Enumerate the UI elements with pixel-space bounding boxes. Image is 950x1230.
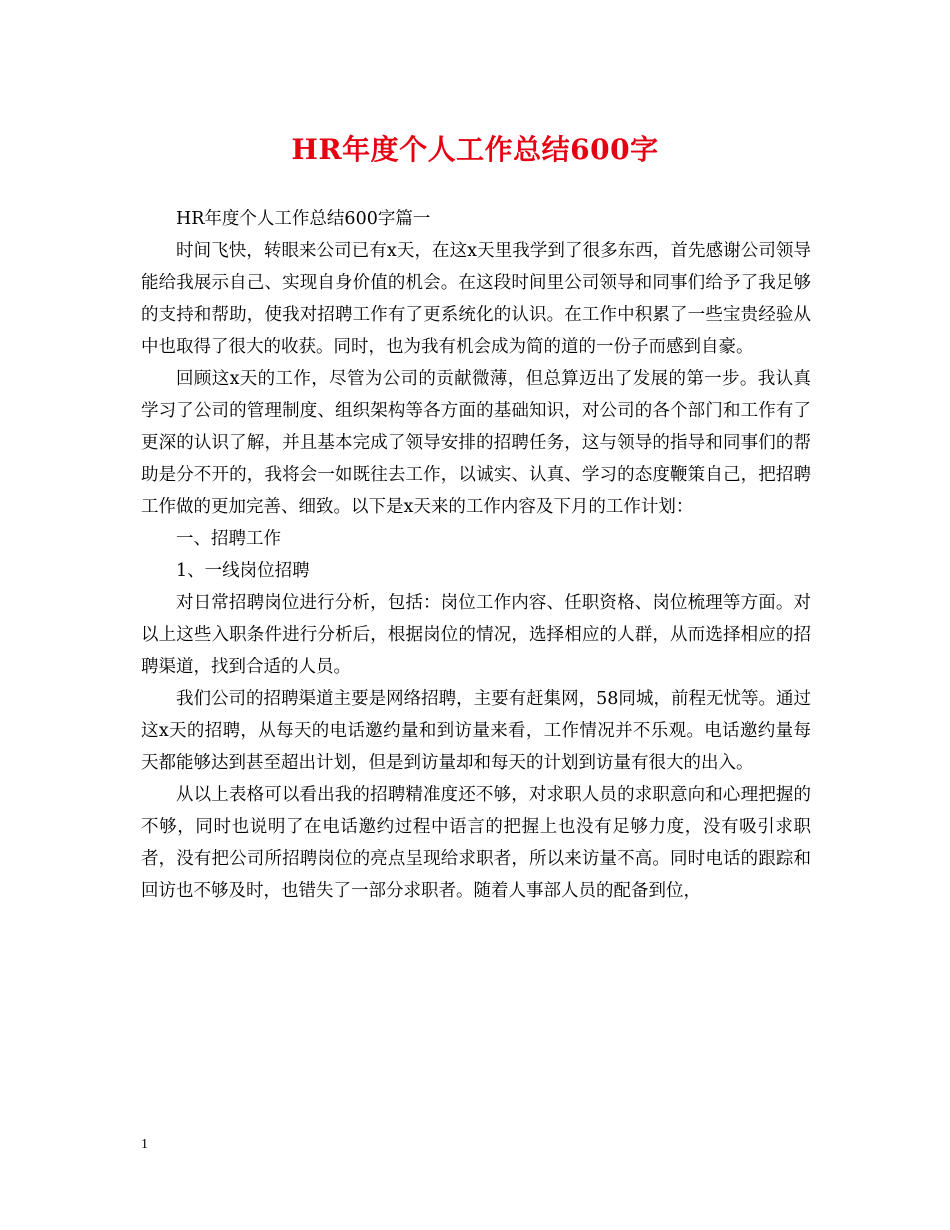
subsection-heading: 1、一线岗位招聘 — [176, 561, 310, 581]
section-heading: HR年度个人工作总结600字篇一 — [176, 209, 431, 229]
page-number: 1 — [141, 1137, 148, 1152]
section-heading: 一、招聘工作 — [176, 529, 281, 549]
document-body — [141, 203, 811, 907]
paragraph: 时间飞快，转眼来公司已有x天，在这x天里我学到了很多东西，首先感谢公司领导能给我展示自己、实现自身价值的机会。在这段时间里公司领导和同事们给予了我足够的支持和帮助，使我对招聘工作有了更系统化的认识。在工作中积累了一些宝贵经验从中也取得了很大的收获。同时，也为我有机会成为简的道的一份子而感到自豪。 — [141, 241, 811, 357]
paragraph: 我们公司的招聘渠道主要是网络招聘，主要有赶集网，58同城，前程无忧等。通过这x天的招聘，从每天的电话邀约量和到访量来看，工作情况并不乐观。电话邀约量每天都能够达到甚至超出计划，但是到访量却和每天的计划到访量有很大的出入。 — [141, 689, 811, 773]
document-title: HR年度个人工作总结600字 — [291, 133, 659, 166]
paragraph: 回顾这x天的工作，尽管为公司的贡献微薄，但总算迈出了发展的第一步。我认真学习了公司的管理制度、组织架构等各方面的基础知识，对公司的各个部门和工作有了更深的认识了解，并且基本完成了领导安排的招聘任务，这与领导的指导和同事们的帮助是分不开的，我将会一如既往去工作，以诚实、认真、学习的态度鞭策自己，把招聘工作做的更加完善、细致。以下是x天来的工作内容及下月的工作计划： — [141, 369, 811, 517]
paragraph: 从以上表格可以看出我的招聘精准度还不够，对求职人员的求职意向和心理把握的不够，同时也说明了在电话邀约过程中语言的把握上也没有足够力度，没有吸引求职者，没有把公司所招聘岗位的亮点呈现给求职者，所以来访量不高。同时电话的跟踪和回访也不够及时，也错失了一部分求职者。随着人事部人员的配备到位， — [141, 785, 811, 901]
paragraph: 对日常招聘岗位进行分析，包括：岗位工作内容、任职资格、岗位梳理等方面。对以上这些入职条件进行分析后，根据岗位的情况，选择相应的人群，从而选择相应的招聘渠道，找到合适的人员。 — [141, 593, 811, 677]
